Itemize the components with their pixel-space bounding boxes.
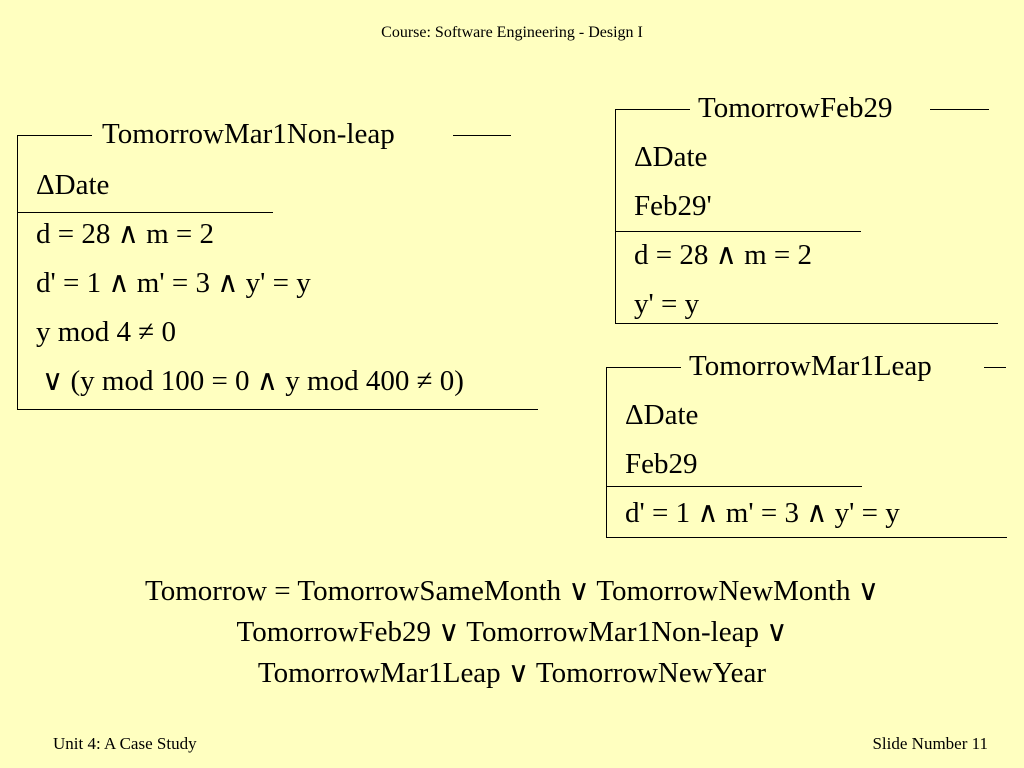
schema-divider: [606, 486, 862, 487]
schema-tomorrow-mar1-non-leap: [17, 118, 539, 413]
schema-left-border: [615, 109, 616, 323]
schema-predicate: d' = 1 ∧ m' = 3 ∧ y' = y: [625, 497, 900, 529]
definition-line: Tomorrow = TomorrowSameMonth ∨ TomorrowNewMonth ∨: [145, 575, 879, 607]
footer-unit: Unit 4: A Case Study: [53, 734, 197, 753]
schema-top-rule-right: [930, 109, 989, 110]
schema-tomorrow-feb29: [615, 92, 1005, 328]
footer-slide-number: Slide Number 11: [872, 734, 988, 753]
schema-predicate: d = 28 ∧ m = 2: [36, 218, 214, 250]
schema-declaration: ΔDate: [625, 399, 699, 431]
schema-title: TomorrowMar1Leap: [689, 350, 932, 382]
schema-top-rule-left: [615, 109, 690, 110]
schema-predicate: d' = 1 ∧ m' = 3 ∧ y' = y: [36, 267, 311, 299]
schema-top-rule-right: [453, 135, 511, 136]
schema-predicate: y' = y: [634, 288, 700, 320]
schema-predicate: y mod 4 ≠ 0: [36, 316, 176, 348]
schema-bottom-rule: [615, 323, 998, 324]
schema-left-border: [17, 135, 18, 409]
schema-bottom-rule: [606, 537, 1007, 538]
course-header: Course: Software Engineering - Design I: [381, 24, 643, 41]
schema-tomorrow-mar1-leap: [606, 350, 1008, 542]
schema-top-rule-left: [606, 367, 681, 368]
schema-title: TomorrowFeb29: [698, 92, 893, 124]
schema-divider: [615, 231, 861, 232]
schema-left-border: [606, 367, 607, 537]
definition-line: TomorrowFeb29 ∨ TomorrowMar1Non-leap ∨: [236, 616, 788, 648]
schema-title: TomorrowMar1Non-leap: [102, 118, 395, 150]
schema-declaration: Feb29: [625, 448, 698, 480]
schema-predicate: ∨ (y mod 100 = 0 ∧ y mod 400 ≠ 0): [42, 365, 464, 397]
schema-top-rule-left: [17, 135, 92, 136]
schema-declaration: ΔDate: [634, 141, 708, 173]
schema-declaration: Feb29': [634, 190, 712, 222]
schema-divider: [17, 212, 273, 213]
schema-top-rule-right: [984, 367, 1006, 368]
schema-bottom-rule: [17, 409, 538, 410]
definition-line: TomorrowMar1Leap ∨ TomorrowNewYear: [257, 657, 767, 689]
schema-declaration: ΔDate: [36, 169, 110, 201]
tomorrow-definition: [0, 571, 1024, 694]
schema-predicate: d = 28 ∧ m = 2: [634, 239, 812, 271]
